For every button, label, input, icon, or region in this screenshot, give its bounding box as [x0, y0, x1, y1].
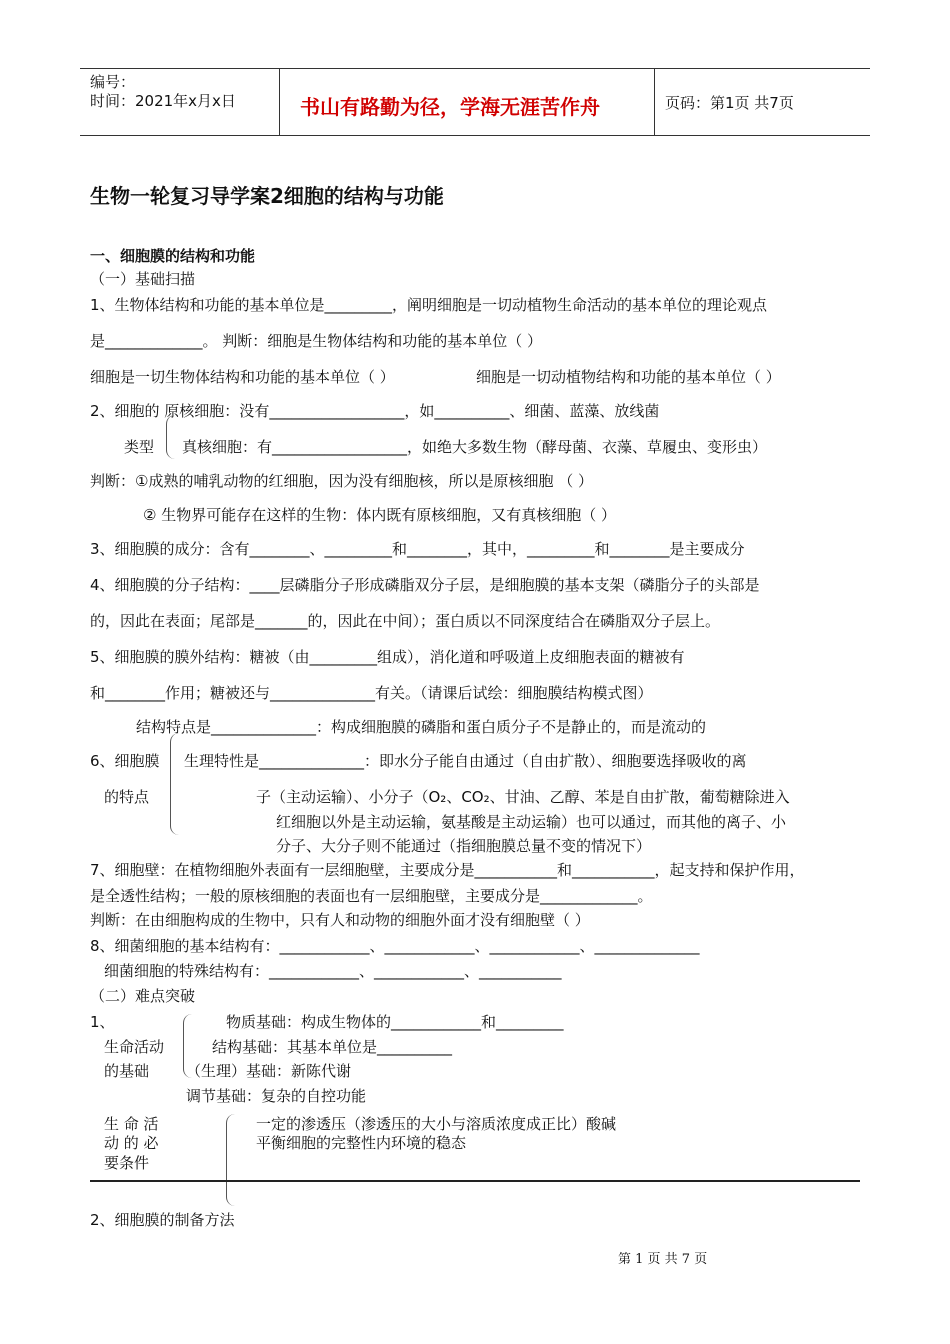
conditions-brace — [226, 1114, 235, 1206]
header-divider-left — [279, 68, 280, 136]
question-7-line-2: 是全透性结构；一般的原核细胞的表面也有一层细胞壁，主要成分是_____________。 — [90, 887, 653, 905]
question-5-line-2: 和________作用；糖被还与______________有关。（请课后试绘：细胞膜结构模式图） — [90, 684, 653, 702]
material-basis: 物质基础：构成生物体的____________和_________ — [226, 1013, 564, 1031]
physiology-line-2: 子（主动运输）、小分子（O₂、CO₂、甘油、乙醇、苯是自由扩散，葡萄糖除进入 — [256, 788, 790, 806]
header-time-label: 时间：2021年x月x日 — [90, 92, 236, 110]
conditions-label-2: 动 的 必 — [104, 1134, 159, 1152]
question-6-label-2: 的特点 — [104, 788, 150, 806]
judge-statement-b: 细胞是一切动植物结构和功能的基本单位（ ） — [476, 368, 781, 386]
judge-cell-wall: 判断：在由细胞构成的生物中，只有人和动物的细胞外面才没有细胞壁（ ） — [90, 911, 590, 929]
physiology-line-3: 红细胞以外是主动运输，氨基酸是主动运输）也可以通过，而其他的离子、小 — [276, 813, 787, 831]
judge-statement-a: 细胞是一切生物体结构和功能的基本单位（ ） — [90, 368, 395, 386]
question-8-basic: 8、细菌细胞的基本结构有：____________、____________、____________、______________ — [90, 937, 700, 955]
regulation-basis: 调节基础：复杂的自控功能 — [186, 1087, 367, 1105]
question-4-line-1: 4、细胞膜的分子结构：____层磷脂分子形成磷脂双分子层，是细胞膜的基本支架（磷脂分子的头部是 — [90, 576, 760, 594]
conditions-label-1: 生 命 活 — [104, 1115, 159, 1133]
difficulty-2-heading: 2、细胞膜的制备方法 — [90, 1211, 235, 1229]
judge-organism-mixed: ② 生物界可能存在这样的生物：体内既有原核细胞，又有真核细胞（ ） — [143, 506, 616, 524]
header-page-label: 页码：第1页 共7页 — [665, 94, 794, 112]
page-title: 生物一轮复习导学案2细胞的结构与功能 — [90, 184, 444, 208]
question-4-line-2: 的，因此在表面；尾部是_______的，因此在中间）；蛋白质以不同深度结合在磷脂双分子层上。 — [90, 612, 721, 630]
basis-label: 的基础 — [104, 1062, 150, 1080]
subsection-basic-scan: （一）基础扫描 — [90, 270, 196, 288]
header-bottom-border — [80, 135, 870, 136]
question-2-type-label: 类型 — [124, 438, 155, 456]
membrane-feature-brace — [170, 733, 179, 835]
life-activity-label: 生命活动 — [104, 1038, 165, 1056]
judge-red-blood-cell: 判断：①成熟的哺乳动物的红细胞，因为没有细胞核，所以是原核细胞 （ ） — [90, 472, 593, 490]
question-3-components: 3、细胞膜的成分：含有________、_________和________，其中，_________和________是主要成分 — [90, 540, 745, 558]
osmotic-pressure: 一定的渗透压（渗透压的大小与溶质浓度成正比）酸碱 — [256, 1115, 617, 1133]
physiology-feature: 生理特性是______________：即水分子能自由通过（自由扩散）、细胞要选择吸收的离 — [184, 752, 747, 770]
question-8-special: 细菌细胞的特殊结构有：____________、____________、___________ — [104, 962, 562, 980]
header-motto: 书山有路勤为径，学海无涯苦作舟 — [300, 95, 600, 119]
question-1-line-1: 1、生物体结构和功能的基本单位是_________，阐明细胞是一切动植物生命活动的基本单位的理论观点 — [90, 296, 768, 314]
header-top-border — [80, 68, 870, 69]
question-1-line-2: 是_____________。 判断：细胞是生物体结构和功能的基本单位（ ） — [90, 332, 543, 350]
question-2-prokaryote: 2、细胞的 原核细胞：没有__________________，如__________、细菌、蓝藻、放线菌 — [90, 402, 660, 420]
structure-feature: 结构特点是______________：构成细胞膜的磷脂和蛋白质分子不是静止的，而是流动的 — [136, 718, 707, 736]
physiology-basis: （生理）基础：新陈代谢 — [186, 1062, 352, 1080]
conditions-label-3: 要条件 — [104, 1154, 150, 1172]
question-7-line-1: 7、细胞壁：在植物细胞外表面有一层细胞壁，主要成分是___________和___________，起支持和保护作用， — [90, 861, 805, 879]
question-2-eukaryote: 真核细胞：有__________________，如绝大多数生物（酵母菌、衣藻、草履虫、变形虫） — [182, 438, 768, 456]
question-6-label: 6、细胞膜 — [90, 752, 160, 770]
question-5-line-1: 5、细胞膜的膜外结构：糖被（由_________组成），消化道和呼吸道上皮细胞表面的糖被有 — [90, 648, 685, 666]
physiology-line-4: 分子、大分子则不能通过（指细胞膜总量不变的情况下） — [276, 837, 652, 855]
balance-homeostasis: 平衡细胞的完整性内环境的稳态 — [256, 1134, 467, 1152]
section-heading: 一、细胞膜的结构和功能 — [90, 247, 256, 265]
page-footer: 第 1 页 共 7 页 — [618, 1252, 708, 1267]
structure-basis: 结构基础：其基本单位是__________ — [212, 1038, 453, 1056]
difficulty-1-number: 1、 — [90, 1013, 115, 1031]
cell-type-brace — [166, 415, 175, 459]
subsection-difficulty: （二）难点突破 — [90, 987, 196, 1005]
section-divider — [90, 1180, 860, 1182]
header-divider-right — [654, 68, 655, 136]
header-number-label: 编号： — [90, 73, 136, 91]
